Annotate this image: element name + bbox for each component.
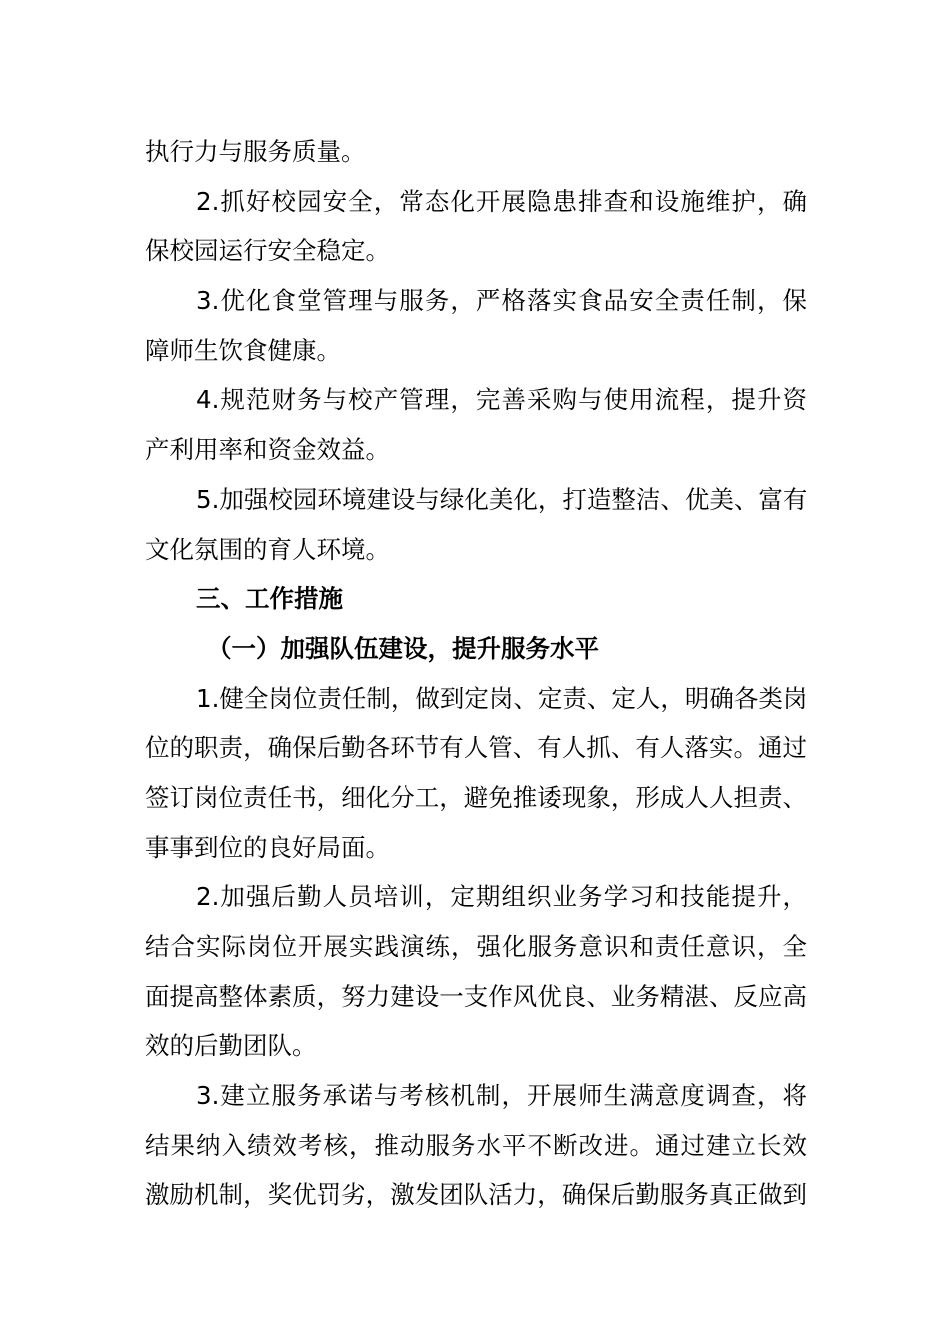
section-heading: 三、工作措施 xyxy=(196,584,343,614)
body-line: 3.建立服务承诺与考核机制，开展师生满意度调查，将 xyxy=(196,1081,807,1111)
body-line: 产利用率和资金效益。 xyxy=(145,435,390,465)
subsection-heading: （一）加强队伍建设，提升服务水平 xyxy=(207,633,599,663)
body-line: 执行力与服务质量。 xyxy=(145,137,366,166)
body-line: 效的后勤团队。 xyxy=(145,1031,317,1061)
body-line: 2.抓好校园安全，常态化开展隐患排查和设施维护，确 xyxy=(196,186,807,216)
body-line: 2.加强后勤人员培训，定期组织业务学习和技能提升， xyxy=(196,882,807,912)
body-line: 1.健全岗位责任制，做到定岗、定责、定人，明确各类岗 xyxy=(196,683,807,713)
body-line: 障师生饮食健康。 xyxy=(145,335,341,365)
body-line: 结果纳入绩效考核，推动服务水平不断改进。通过建立长效 xyxy=(145,1130,807,1160)
document-body xyxy=(145,127,807,1220)
body-line: 面提高整体素质，努力建设一支作风优良、业务精湛、反应高 xyxy=(145,981,807,1011)
body-line: 激励机制，奖优罚劣，激发团队活力，确保后勤服务真正做到 xyxy=(145,1180,807,1210)
body-line: 保校园运行安全稳定。 xyxy=(145,236,390,266)
body-line: 事事到位的良好局面。 xyxy=(145,832,390,862)
body-line: 3.优化食堂管理与服务，严格落实食品安全责任制，保 xyxy=(196,286,807,316)
body-line: 签订岗位责任书，细化分工，避免推诿现象，形成人人担责、 xyxy=(145,782,807,812)
body-line: 文化氛围的育人环境。 xyxy=(145,534,390,564)
body-line: 4.规范财务与校产管理，完善采购与使用流程，提升资 xyxy=(196,385,807,415)
body-line: 结合实际岗位开展实践演练，强化服务意识和责任意识，全 xyxy=(145,932,807,961)
body-line: 位的职责，确保后勤各环节有人管、有人抓、有人落实。通过 xyxy=(145,733,807,763)
body-line: 5.加强校园环境建设与绿化美化，打造整洁、优美、富有 xyxy=(196,484,807,514)
